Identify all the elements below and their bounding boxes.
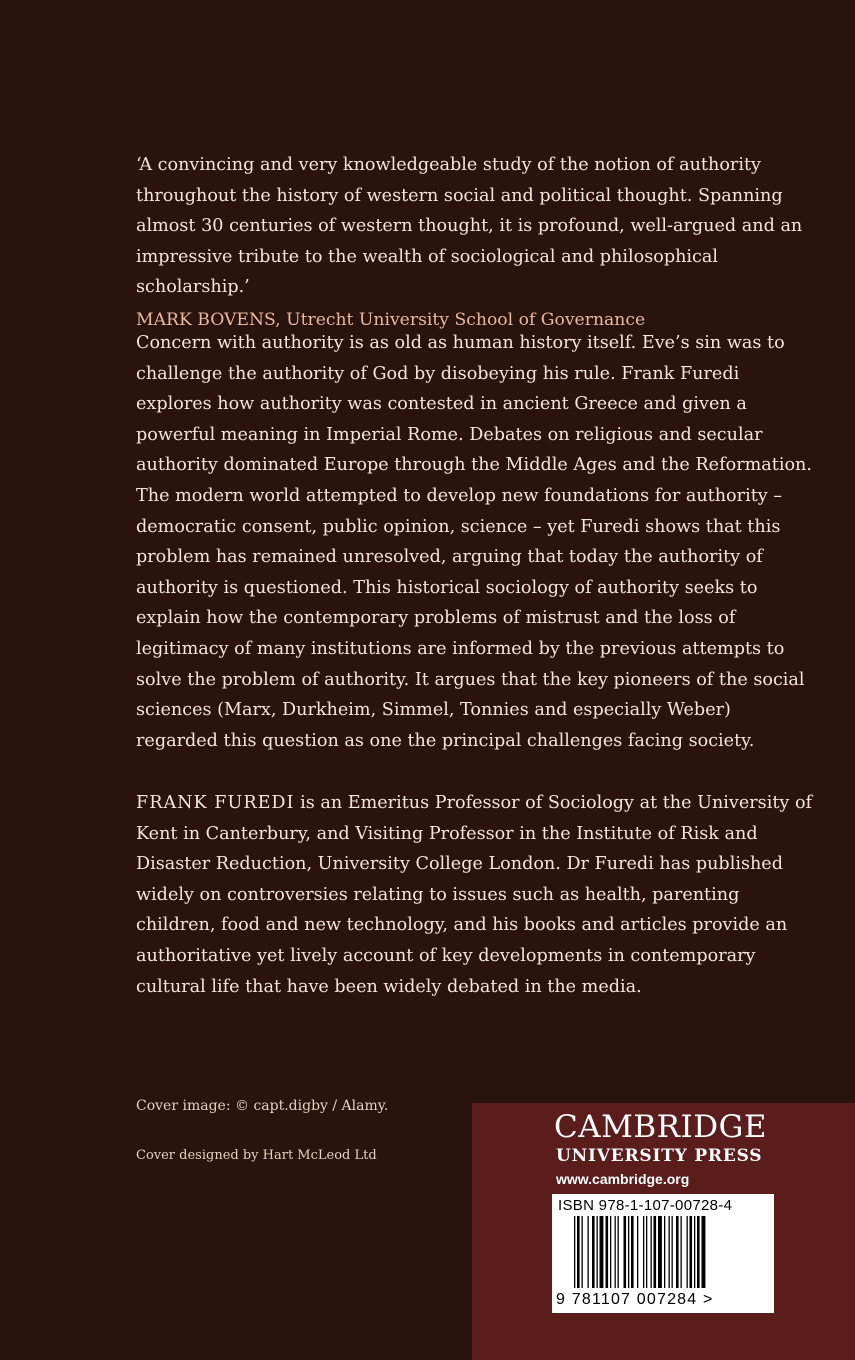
barcode-bar (676, 1216, 679, 1288)
barcode-bar (651, 1216, 652, 1288)
barcode-bar (574, 1216, 575, 1288)
barcode-bar (637, 1216, 638, 1288)
barcode-bar (672, 1216, 673, 1288)
barcode-bar (690, 1216, 693, 1288)
review-quote-block (136, 150, 816, 336)
barcode-bar (606, 1216, 609, 1288)
ean-digits: 9 781107 007284 > (556, 1291, 714, 1308)
author-name: FRANK FUREDI (136, 793, 295, 813)
author-bio-text: is an Emeritus Professor of Sociology at the University of Kent in Canterbury, and Visiting Professor in the Institute of Risk and Disaster Reduction, University College London. Dr Furedi has published widely on controversies relating to issues such as health, parenting children, food and new technology, and his books and articles provide an authoritative yet lively account of key developments in contemporary cultural life that have been widely debated in the media. (136, 793, 813, 997)
barcode-bar (702, 1216, 706, 1288)
barcode-bar (681, 1216, 682, 1288)
barcode-bar (577, 1216, 580, 1288)
review-quote: ‘A convincing and very knowledgeable study of the notion of authority throughout the history of western social and political thought. Spanning almost 30 centuries of western thought, it is profound, well-argued and an impressive tribute to the wealth of sociological and philosophical scholarship.’ (136, 155, 803, 298)
review-attribution: MARK BOVENS, Utrecht University School of Governance (136, 309, 646, 330)
barcode-bar (592, 1216, 595, 1288)
barcode-bar (658, 1216, 662, 1288)
barcode-bar (618, 1216, 619, 1288)
barcode-bar (582, 1216, 583, 1288)
cover-image-credit: Cover image: © capt.digby / Alamy. (136, 1098, 389, 1114)
publisher-logo-name: CAMBRIDGE (554, 1109, 767, 1145)
cover-design-credit: Cover designed by Hart McLeod Ltd (136, 1148, 377, 1163)
isbn-text: ISBN 978-1-107-00728-4 (558, 1197, 733, 1214)
author-bio (136, 788, 816, 1002)
barcode-bar (588, 1216, 589, 1288)
barcode-bar (628, 1216, 629, 1288)
book-description (136, 328, 816, 756)
barcode-bar (624, 1216, 627, 1288)
barcode-bar (610, 1216, 611, 1288)
barcode-bar (615, 1216, 616, 1288)
barcode-box (552, 1194, 774, 1313)
barcode-bar (669, 1216, 670, 1288)
publisher-subtitle: UNIVERSITY PRESS (556, 1146, 763, 1166)
author-bio-paragraph (136, 788, 816, 1002)
barcode-bar (694, 1216, 695, 1288)
barcode-bar (597, 1216, 598, 1288)
barcode-bar (664, 1216, 665, 1288)
description-paragraph: Concern with authority is as old as human history itself. Eve’s sin was to challenge the authority of God by disobeying his rule. Frank Furedi explores how authority was contested in ancient Greece and given a powerful meaning in Imperial Rome. Debates on religious and secular authority dominated Europe through the Middle Ages and the Reformation. The modern world attempted to develop new foundations for authority – democratic consent, public opinion, science – yet Furedi shows that this problem has remained unresolved, arguing that today the authority of authority is questioned. This historical sociology of authority seeks to explain how the contemporary problems of mistrust and the loss of legitimacy of many institutions are informed by the previous attempts to solve the problem of authority. It argues that the key pioneers of the social sciences (Marx, Durkheim, Simmel, Tonnies and especially Weber) regarded this question as one the principal challenges facing society. (136, 333, 812, 751)
barcode-icon (574, 1216, 754, 1292)
barcode-bar (697, 1216, 700, 1288)
barcode-bar (643, 1216, 644, 1288)
barcode-bar (631, 1216, 634, 1288)
publisher-panel (472, 1103, 855, 1360)
barcode-bar (687, 1216, 688, 1288)
barcode-bar (646, 1216, 647, 1288)
barcode-bar (654, 1216, 657, 1288)
publisher-url: www.cambridge.org (556, 1171, 690, 1187)
barcode-bar (600, 1216, 604, 1288)
